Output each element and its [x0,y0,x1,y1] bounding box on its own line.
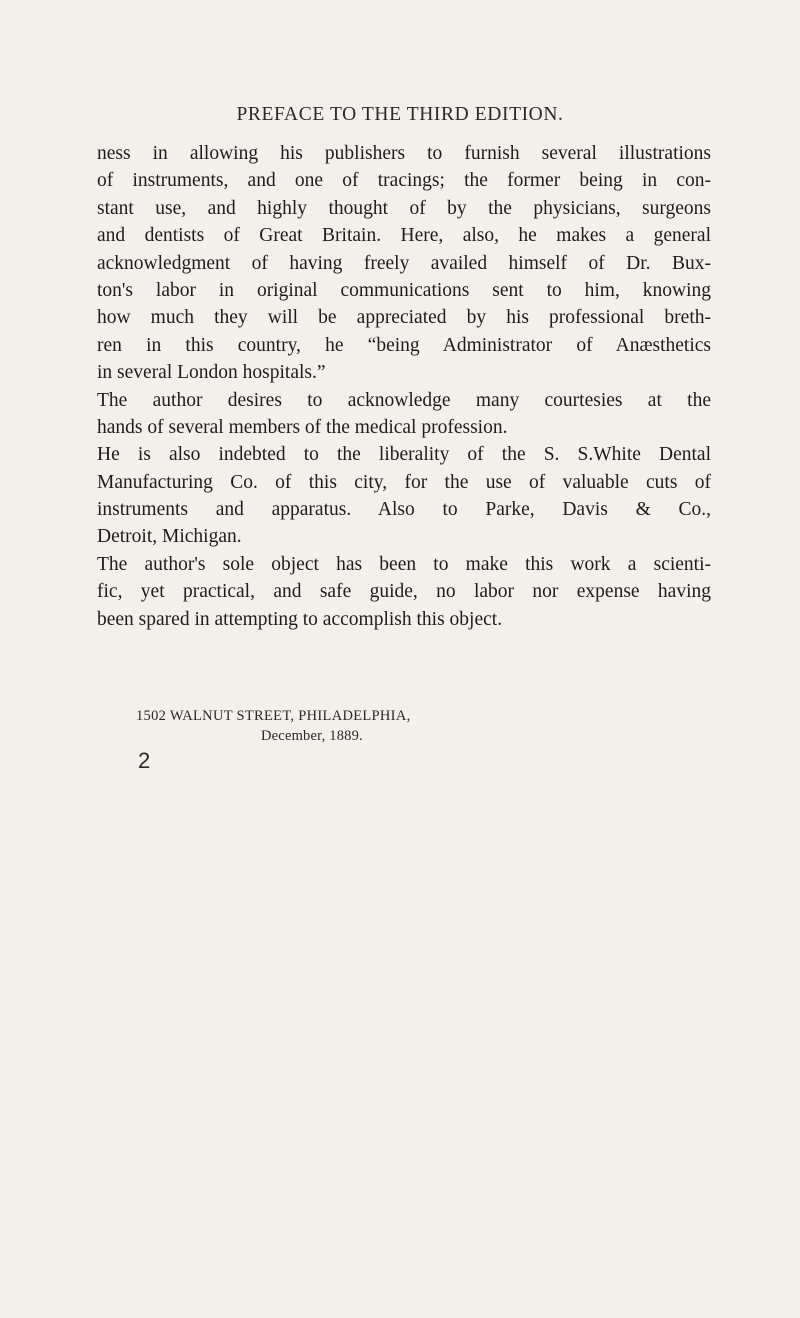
author-address: 1502 WALNUT STREET, PHILADELPHIA, [136,708,411,724]
text-line: ren in this country, he “being Administrator of Anæsthetics [97,334,711,356]
text-line: in several London hospitals.” [97,362,326,384]
text-line: ness in allowing his publishers to furnish several illustrations [97,143,711,164]
text-line: The author's sole object has been to make this work a scienti- [97,553,711,575]
text-line: stant use, and highly thought of by the physicians, surgeons [97,197,711,219]
paragraph-3 [97,441,711,551]
page-number: 2 [138,748,151,773]
text-line: of instruments, and one of tracings; the former being in con- [97,170,711,192]
running-head [0,104,800,126]
text-line: Detroit, Michigan. [97,526,242,548]
text-line: Manufacturing Co. of this city, for the use of valuable cuts of [97,471,711,493]
text-line: The author desires to acknowledge many courtesies at the [97,389,711,411]
text-line: and dentists of Great Britain. Here, also, he makes a general [97,225,711,247]
text-line: how much they will be appreciated by his professional breth- [97,307,711,329]
text-line: been spared in attempting to accomplish this object. [97,608,503,630]
text-line: acknowledgment of having freely availed himself of Dr. Bux- [97,252,711,274]
text-line: hands of several members of the medical profession. [97,416,508,438]
text-line: fic, yet practical, and safe guide, no labor nor expense having [97,581,711,603]
paragraph-4 [97,551,711,633]
text-line: He is also indebted to the liberality of the S. S.White Dental [97,444,711,466]
preface-body [97,140,711,633]
preface-date: December, 1889. [261,728,363,744]
text-line: instruments and apparatus. Also to Parke, Davis & Co., [97,499,711,521]
text-line: ton's labor in original communications sent to him, knowing [97,279,711,301]
paragraph-1 [97,140,711,387]
running-head-text: PREFACE TO THE THIRD EDITION. [236,104,564,125]
paragraph-2 [97,387,711,442]
